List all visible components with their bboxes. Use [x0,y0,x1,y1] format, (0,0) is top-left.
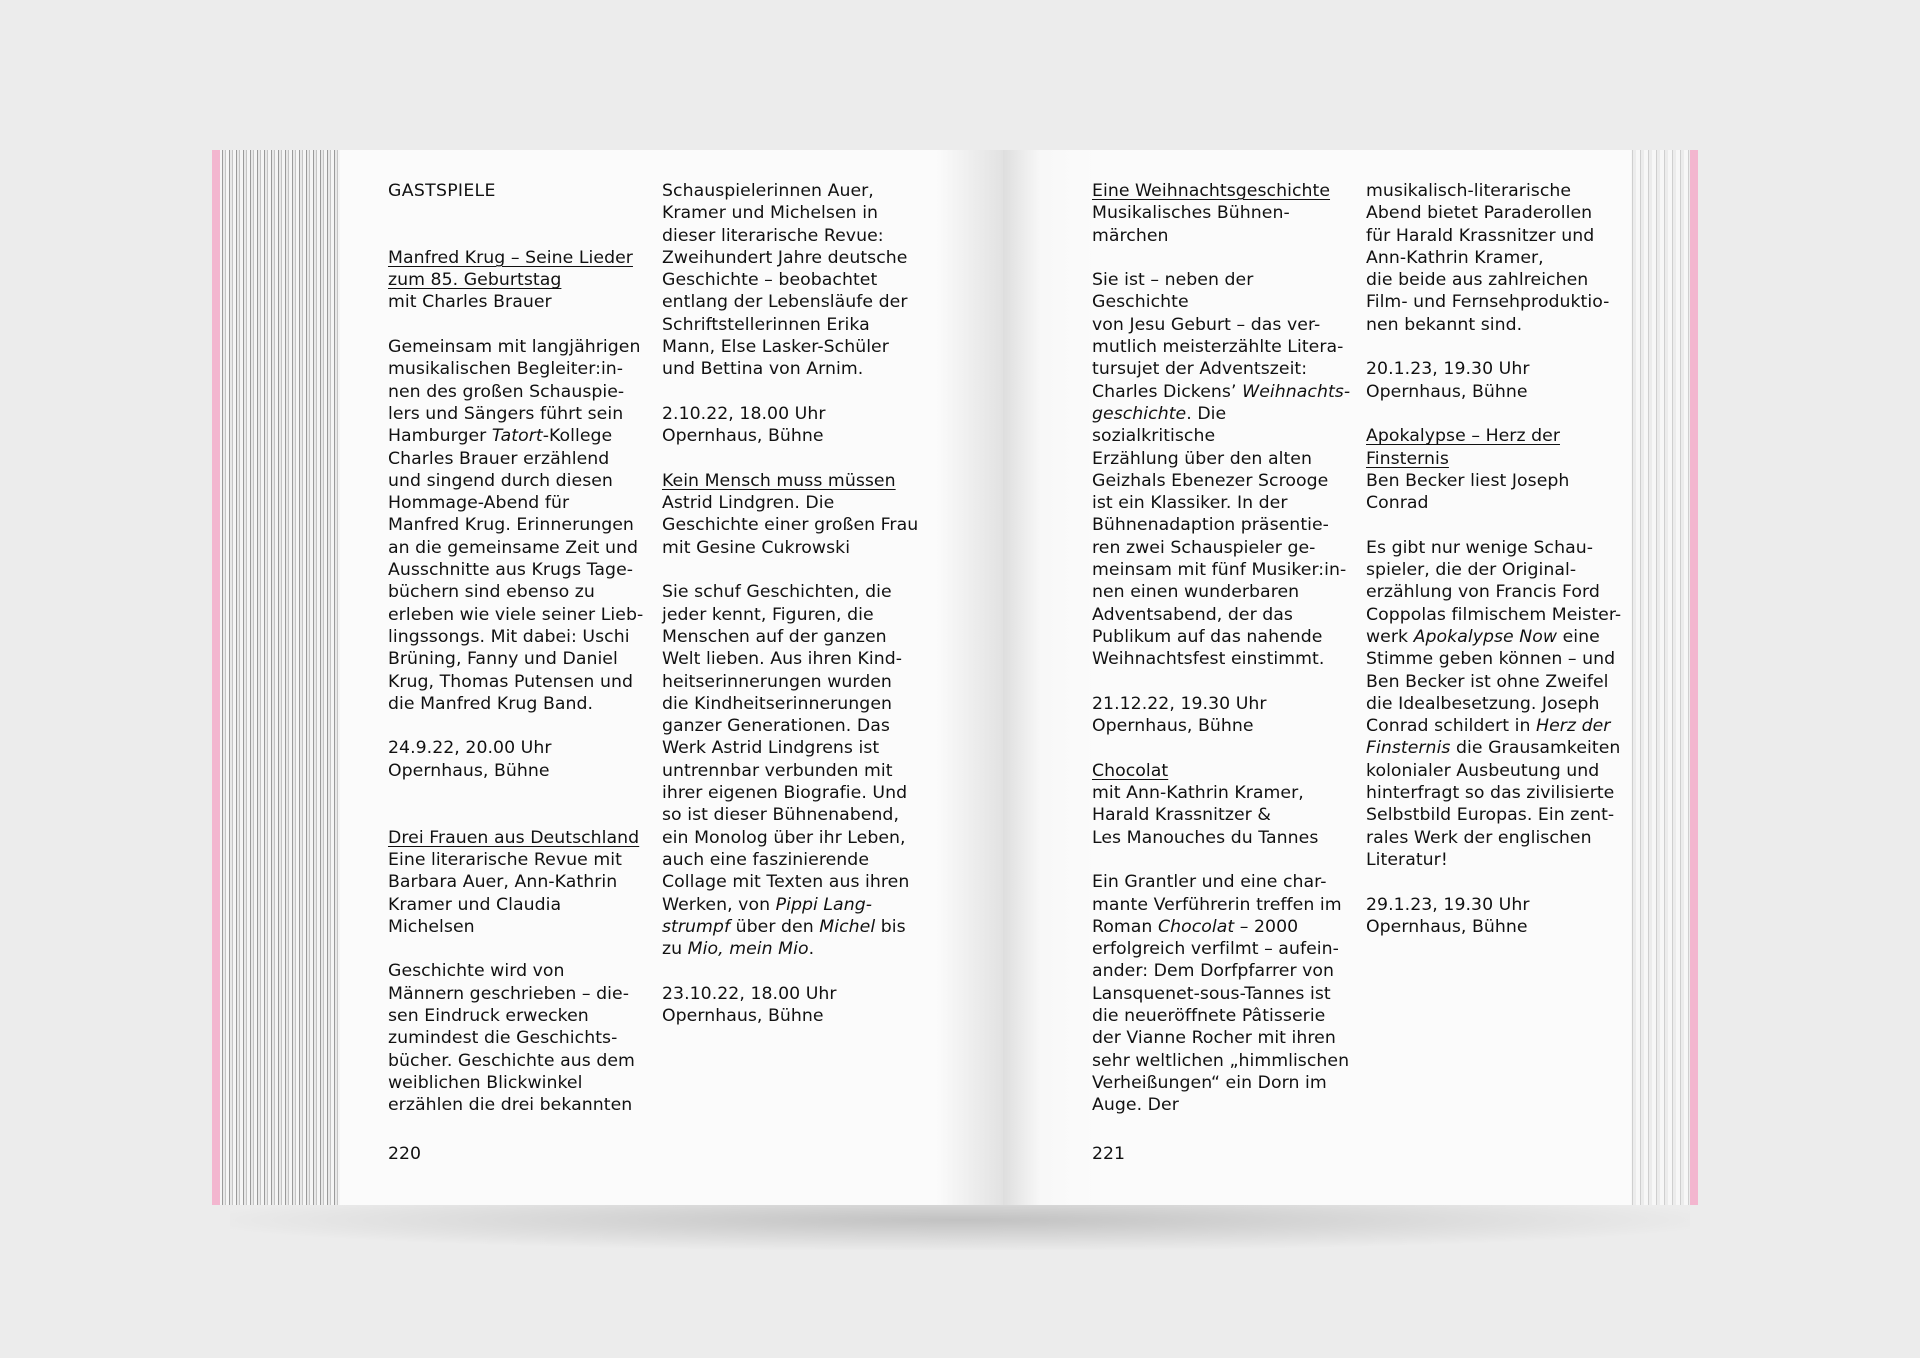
event-description: Sie ist – neben der Geschichte von Jesu Geburt – das ver- mutlich meisterzählte Litera- tursujet der Adventszeit: Charles Dickens’ Weihnachts- geschichte. Die sozialkritische Erzählung über den alten Geizhals Ebenezer Scrooge ist ein Klassiker. In der Bühnenadaption präsentie- ren zwei Schauspieler ge- meinsam mit fünf Musiker:in- nen einen wunderbaren Adventsabend, der das Publikum auf das nahende Weihnachtsfest einstimmt. [1092,270,1351,670]
left-page [340,150,1003,1205]
event-date-venue: 29.1.23, 19.30 Uhr Opernhaus, Bühne [1366,894,1530,937]
event-title: Eine Weihnachtsgeschichte [1092,181,1331,201]
right-cover-edge [1690,150,1698,1205]
event-description: Es gibt nur wenige Schau- spieler, die der Original- erzählung von Francis Ford Coppolas filmischem Meister- werk Apokalypse Now eine Stimme geben können – und Ben Becker ist ohne Zweifel die Idealbesetzung. Joseph Conrad schildert in Herz der Finsternis die Grausamkeiten kolonialer Ausbeutung und hinterfragt so das zivilisierte Selbstbild Europas. Ein zent- rales Werk der englischen Literatur! [1366,537,1622,870]
left-page-column-2 [662,180,924,1027]
page-number: 221 [1092,1144,1125,1164]
right-page-column-1 [1092,180,1354,1116]
right-page-edges [1628,150,1698,1205]
event-title: Apokalypse – Herz der Finsternis [1366,426,1560,469]
event-title: Drei Frauen aus Deutschland [388,827,640,848]
section-title: GASTSPIELE [388,181,496,201]
event-title: Chocolat [1092,760,1169,781]
event-description: Sie schuf Geschichten, die jeder kennt, Figuren, die Menschen auf der ganzen Welt lieben. Aus ihren Kind- heitserinnerungen wurden die Kindheitserinnerungen ganzer Generationen. Das Werk Astrid Lindgrens ist untrennbar verbunden mit ihrer eigenen Biografie. Und so ist dieser Bühnenabend, ein Monolog über ihr Leben, auch eine faszinierende Collage mit Texten aus ihren Werken, von Pippi Lang- strumpf über den Michel bis zu Mio, mein Mio. [662,582,910,960]
event-title: Kein Mensch muss müssen [662,470,896,491]
event-subtitle: Musikalisches Bühnen- märchen [1092,203,1290,246]
event-description: Schauspielerinnen Auer, Kramer und Michelsen in dieser literarische Revue: Zweihundert Jahre deutsche Geschichte – beobachtet entlang der Lebensläufe der Schriftstellerinnen Erika Mann, Else Lasker-Schüler und Bettina von Arnim. [662,181,908,380]
left-cover-edge [212,150,220,1205]
event-title: Manfred Krug – Seine Lieder zum 85. Geburtstag [388,247,633,291]
event-description: Ein Grantler und eine char- mante Verführerin treffen im Roman Chocolat – 2000 erfolgreich verfilmt – aufein- ander: Dem Dorfpfarrer von Lansquenet-sous-Tannes ist die neueröffnete Pâtisserie der Vianne Rocher mit ihren sehr weltlichen „himmlischen Verheißungen“ ein Dorn im Auge. Der [1092,872,1350,1116]
event-subtitle: Ben Becker liest Joseph Conrad [1366,470,1570,514]
event-description: musikalisch-literarische Abend bietet Paraderollen für Harald Krassnitzer und Ann-Kathrin Kramer, die beide aus zahlreichen Film- und Fernsehproduktio- nen bekannt sind. [1366,181,1610,335]
left-page-column-1 [388,180,650,1116]
event-description: Geschichte wird von Männern geschrieben – die- sen Eindruck erwecken zumindest die Geschichts- bücher. Geschichte aus dem weiblichen Blickwinkel erzählen die drei bekannten [388,961,635,1116]
event-subtitle: Astrid Lindgren. Die Geschichte einer großen Frau mit Gesine Cukrowski [662,493,919,558]
event-date-venue: 21.12.22, 19.30 Uhr Opernhaus, Bühne [1092,693,1267,737]
event-subtitle: Eine literarische Revue mit Barbara Auer, Ann-Kathrin Kramer und Claudia Michelsen [388,849,622,937]
event-description: Gemeinsam mit langjährigen musikalischen Begleiter:in- nen des großen Schauspie- lers und Sängers führt sein Hamburger Tatort-Kollege Charles Brauer erzählend und singend durch diesen Hommage-Abend für Manfred Krug. Erinnerungen an die gemeinsame Zeit und Ausschnitte aus Krugs Tage- büchern sind ebenso zu erleben wie viele seiner Lieb- lingssongs. Mit dabei: Uschi Brüning, Fanny und Daniel Krug, Thomas Putensen und die Manfred Krug Band. [388,337,644,714]
event-date-venue: 20.1.23, 19.30 Uhr Opernhaus, Bühne [1366,359,1530,402]
event-date-venue: 23.10.22, 18.00 Uhr Opernhaus, Bühne [662,983,837,1026]
event-subtitle: mit Charles Brauer [388,292,552,313]
right-page-column-2 [1366,180,1628,938]
right-page [1003,150,1631,1205]
event-date-venue: 2.10.22, 18.00 Uhr Opernhaus, Bühne [662,403,826,447]
page-number: 220 [388,1144,421,1164]
event-date-venue: 24.9.22, 20.00 Uhr Opernhaus, Bühne [388,738,552,781]
left-page-edges [212,150,342,1205]
event-subtitle: mit Ann-Kathrin Kramer, Harald Krassnitzer & Les Manouches du Tannes [1092,783,1319,848]
